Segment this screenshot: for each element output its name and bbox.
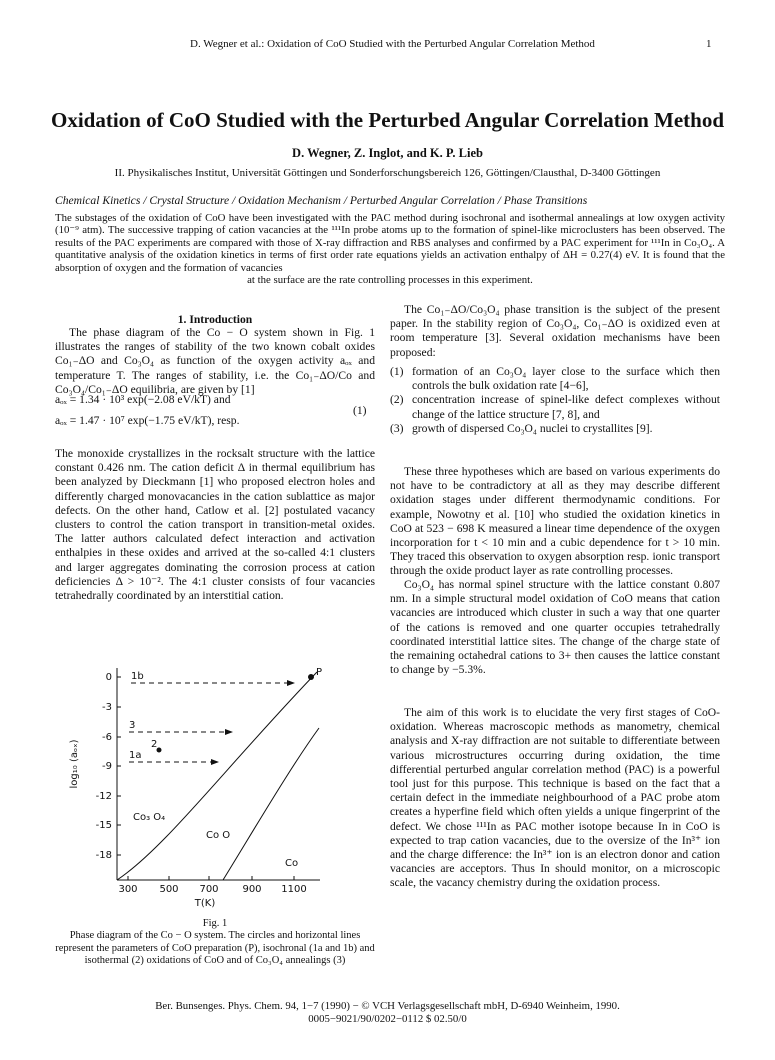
abstract-main: The substages of the oxidation of CoO have been investigated with the PAC method during isochronal and isothermal annealings at low oxygen activity (10⁻⁹ atm). The successive trapping of cation vacancies at the ¹¹¹In probe atoms up to the formation of spinel-like microclusters has been observed. The results of the PAC experiments are compared with those of X-ray diffraction and RBS analyses and confirmed by a PAC experiment for ¹¹¹In in Co₃O₄. A quantitative analysis of the oxidation kinetics in terms of first order rate equations yields an activation enthalpy of ΔH = 0.27(4) eV. It is found that the absorption of oxygen and the formation of vacancies [55, 212, 725, 274]
right-paragraph-1: The Co₁₋ΔO/Co₃O₄ phase transition is the subject of the present paper. In the stability region of Co₃O₄, Co₁₋ΔO is oxidized even at room temperature [3]. Several oxidation mechanisms have been proposed: [390, 303, 720, 359]
x-tick-label: 900 [242, 884, 262, 895]
y-tick-label: -12 [95, 791, 112, 802]
section-heading: 1. Introduction [177, 313, 253, 326]
point-p-marker [308, 674, 314, 680]
x-axis-label: T(K) [194, 898, 216, 909]
list-item: (2) concentration increase of spinel-like defect complexes without change of the lattice structure [7, 8], and [390, 393, 720, 421]
affiliation: II. Physikalisches Institut, Universität Göttingen und Sonderforschungsbereich 126, Göttingen/Clausthal, D-3400 Göttingen [114, 167, 661, 179]
y-tick-label: -3 [102, 702, 112, 713]
y-tick-label: -18 [95, 850, 112, 861]
journal-footer [0, 1000, 775, 1026]
abstract [55, 212, 725, 286]
arrow-3 [225, 729, 233, 735]
arrow-1a [211, 759, 219, 765]
coo-co-boundary [223, 728, 319, 880]
list-item: (3) growth of dispersed Co₃O₄ nuclei to crystallites [9]. [390, 421, 653, 435]
page-number: 1 [706, 38, 712, 50]
abstract-last-line: at the surface are the rate controlling processes in this experiment. [247, 274, 533, 287]
article-title: Oxidation of CoO Studied with the Perturbed Angular Correlation Method [51, 108, 724, 132]
right-paragraph-2: These three hypotheses which are based on various experiments do not have to be contradictory at all as they may describe different oxidation stages under different thermodynamic conditions. For example, Nowotny et al. [10] who studied the oxidation kinetics in CoO at 523 − 698 K measured a linear time dependence of the oxygen incorporation for t < 10 min and a cubic dependence for t > 10 min. They traced this observation to oxygen absorption resp. ionic transport through the oxide product layer as rate controlling processes. [390, 465, 720, 578]
region-label-co: Co [285, 858, 299, 869]
region-label-co3o4: Co₃ O₄ [133, 812, 166, 823]
x-tick-label: 300 [118, 884, 138, 895]
figure-caption-label: Fig. 1 [202, 918, 228, 929]
running-head-title: D. Wegner et al.: Oxidation of CoO Studied with the Perturbed Angular Correlation Method [190, 38, 595, 50]
authors: D. Wegner, Z. Inglot, and K. P. Lieb [292, 146, 483, 160]
x-tick-label: 700 [199, 884, 219, 895]
keywords: Chemical Kinetics / Crystal Structure / Oxidation Mechanism / Perturbed Angular Correlation / Phase Transitions [55, 194, 588, 207]
equation-number: (1) [353, 404, 367, 417]
y-tick-label: -15 [95, 820, 112, 831]
region-label-coo: Co O [206, 830, 231, 841]
figure-caption-text: Phase diagram of the Co − O system. The circles and horizontal lines represent the parameters of CoO preparation (P), isochronal (1a and 1b) and isothermal (2) oxidations of CoO and of Co₃O₄ annealings (3) [55, 930, 375, 967]
right-paragraph-3: Co₃O₄ has normal spinel structure with the lattice constant 0.807 nm. In a simple structural model oxidation of CoO means that cation vacancies are introduced which cluster in such a way that one quarter of the cations is removed and one quarter occupies tetrahedrally coordinated interstitial lattice sites. The change of the charge state of the remaining octahedral cations to 3+ then causes the lattice constant to change by −5.3%. [390, 578, 720, 677]
point-label-1b: 1b [131, 671, 144, 682]
left-paragraph-1: The phase diagram of the Co − O system shown in Fig. 1 illustrates the ranges of stability of the two known cobalt oxides Co₁₋ΔO and Co₃O₄ as function of the oxygen activity aₒₓ and temperature T. The ranges of stability, i.e. the Co₁₋ΔO/Co and Co₃O₄/Co₁₋ΔO equilibria, are given by [1] [55, 326, 375, 396]
point-label-p: P [316, 667, 323, 678]
list-item: (1) formation of an Co₃O₄ layer close to the surface which then controls the bulk oxidation rate [4−6], [390, 365, 720, 393]
y-tick-label: -6 [102, 732, 112, 743]
right-paragraph-4: The aim of this work is to elucidate the very first stages of CoO-oxidation. Whereas macroscopic methods as manometry, chemical analysis and X-ray diffraction are not suitable to differentiate between various microstructures occurring during oxidation, the time differential perturbed angular correlation method (PAC) is a powerful tool just for this purpose. This technique is based on the fact that a certain defect in the immediate neighbourhood of a PAC probe atom creates a hyperfine field which often yields a unique fingerprint of the defect. We chose ¹¹¹In as PAC mother isotope because In in CoO is expected to trap cation vacancies, due to the oversize of the In³⁺ ion and the charge difference: the In³⁺ ion is an electron donor and cation vacancies are acceptors. Thus In should monitor, on a microscopic scale, the vacancy chemistry during the oxidation process. [390, 706, 720, 890]
equation-line-2: aₒₓ = 1.47 · 10⁷ exp(−1.75 eV/kT), resp. [55, 414, 240, 427]
equation-line-1: aₒₓ = 1.34 · 10³ exp(−2.08 eV/kT) and [55, 393, 231, 406]
y-tick-label: 0 [105, 672, 112, 683]
figure-caption [55, 918, 375, 968]
y-tick-label: -9 [102, 761, 112, 772]
point-label-1a: 1a [129, 750, 142, 761]
point-label-3: 3 [129, 720, 136, 731]
point-label-2: 2 [151, 739, 158, 750]
y-axis-label: log₁₀ (aₒₓ) [69, 739, 80, 789]
x-tick-label: 500 [159, 884, 179, 895]
footer-code: 0005−9021/90/0202−0112 $ 02.50/0 [308, 1013, 467, 1025]
arrow-1b [287, 680, 295, 686]
mechanism-list [390, 365, 720, 436]
phase-diagram-figure [55, 658, 375, 914]
left-paragraph-2: The monoxide crystallizes in the rocksalt structure with the lattice constant 0.426 nm. The cation deficit Δ in thermal equilibrium has been analyzed by Dieckmann [1] who proposed electron holes and differently charged monovacancies in the cation sublattice as major defects. On the other hand, Catlow et al. [2] postulated vacancy clusters to control the cation transport in transition-metal oxides. The latter authors calculated defect interaction and activation enthalpies in these oxides and arrived at the so-called 4:1 clusters and larger aggregates dominating the corrosion process at cation deficiencies Δ > 10⁻². The 4:1 cluster consists of four vacancies tetrahedrally coordinated by an interstitial cation. [55, 447, 375, 603]
footer-citation: Ber. Bunsenges. Phys. Chem. 94, 1−7 (1990) − © VCH Verlagsgesellschaft mbH, D-6940 Weinheim, 1990. [155, 1000, 620, 1012]
x-tick-label: 1100 [281, 884, 307, 895]
